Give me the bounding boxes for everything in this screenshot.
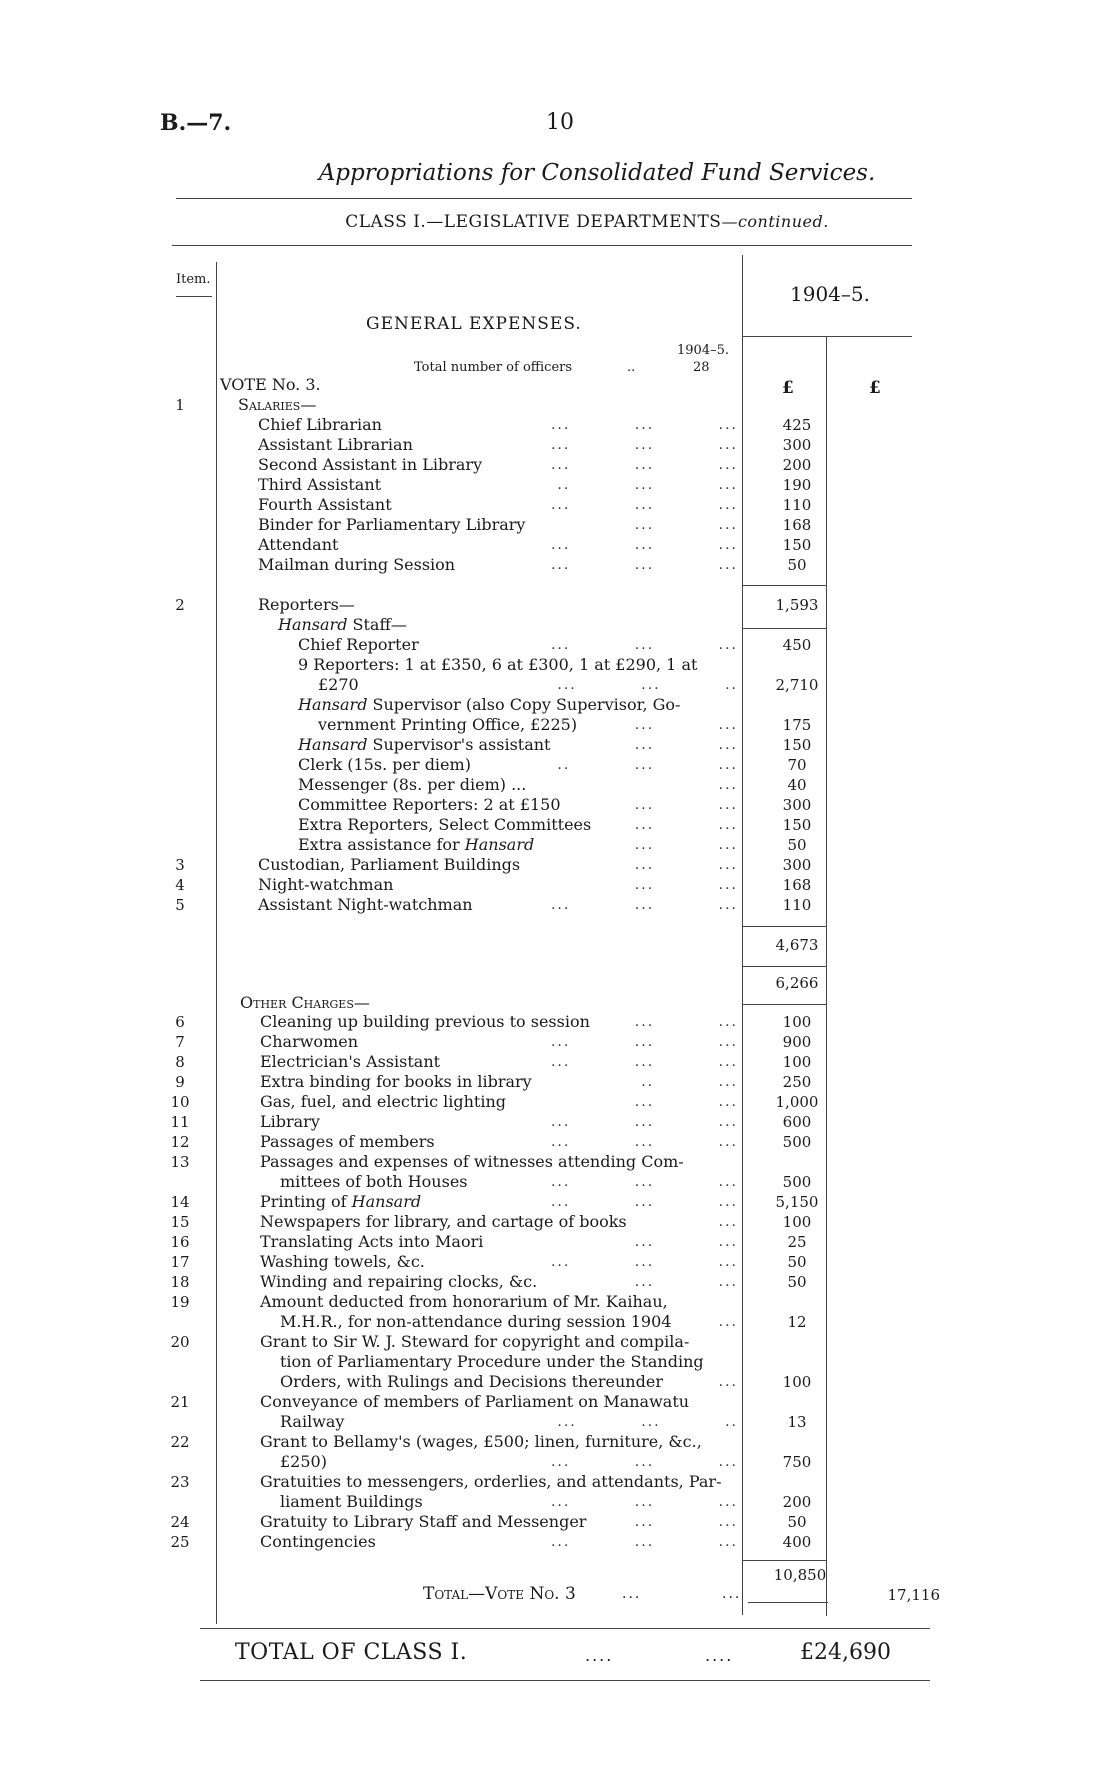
amount-column-1: 250 xyxy=(782,1073,812,1091)
item-description: Railway xyxy=(280,1412,345,1431)
amount-column-1: 50 xyxy=(787,1253,807,1271)
item-number: 15 xyxy=(170,1213,190,1231)
amount-column-1: 50 xyxy=(787,1273,807,1291)
table-row xyxy=(0,1492,1114,1512)
item-description: Amount deducted from honorarium of Mr. Kaihau, xyxy=(260,1292,668,1311)
item-description: Clerk (15s. per diem) xyxy=(298,755,471,774)
leader-dots: ... ... ... xyxy=(550,497,738,513)
leader-dots: ... ... .. xyxy=(557,1414,738,1430)
item-description: Fourth Assistant xyxy=(258,495,392,514)
leader-dots: ... ... xyxy=(634,817,738,833)
item-description: Salaries— xyxy=(238,395,317,414)
item-number: 23 xyxy=(170,1473,190,1491)
amount-column-1: 100 xyxy=(782,1053,812,1071)
item-description: Reporters— xyxy=(258,595,355,614)
item-number: 24 xyxy=(170,1513,190,1531)
amount-column-1: 50 xyxy=(787,836,807,854)
officers-label: Total number of officers xyxy=(414,360,573,375)
leader-dots: ... ... xyxy=(634,1094,738,1110)
item-column-header: Item. xyxy=(176,272,211,287)
leader-dots: ... ... xyxy=(634,717,738,733)
table-row xyxy=(0,1152,1114,1172)
table-row xyxy=(0,455,1114,475)
total-class-dots-2: .... xyxy=(705,1646,734,1665)
leader-dots: ... ... ... xyxy=(550,1134,738,1150)
amount-column-1: 100 xyxy=(782,1013,812,1031)
item-number: 19 xyxy=(170,1293,190,1311)
amount-column-1: 450 xyxy=(782,636,812,654)
item-description: Translating Acts into Maori xyxy=(260,1232,484,1251)
table-row xyxy=(0,835,1114,855)
item-description: mittees of both Houses xyxy=(280,1172,468,1191)
item-description: Second Assistant in Library xyxy=(258,455,483,474)
item-description: Gas, fuel, and electric lighting xyxy=(260,1092,506,1111)
table-row xyxy=(0,395,1114,415)
item-number: 3 xyxy=(175,856,185,874)
item-description: Conveyance of members of Parliament on Manawatu xyxy=(260,1392,690,1411)
table-row xyxy=(0,735,1114,755)
table-row xyxy=(0,855,1114,875)
item-number: 12 xyxy=(170,1133,190,1151)
table-row xyxy=(0,1472,1114,1492)
table-row xyxy=(0,815,1114,835)
item-description: Hansard Staff— xyxy=(278,615,407,634)
leader-dots: ... ... xyxy=(634,737,738,753)
leader-dots: ... ... xyxy=(634,837,738,853)
leader-dots: ... xyxy=(718,777,738,793)
total-class-amount: £24,690 xyxy=(800,1640,891,1665)
item-description: Night-watchman xyxy=(258,875,394,894)
item-number: 2 xyxy=(175,596,185,614)
table-row xyxy=(0,895,1114,915)
item-description: 9 Reporters: 1 at £350, 6 at £300, 1 at £290, 1 at xyxy=(298,655,698,674)
table-row xyxy=(0,1352,1114,1372)
table-row xyxy=(0,1412,1114,1432)
total-vote-amount-b: 17,116 xyxy=(887,1586,940,1604)
leader-dots: ... xyxy=(718,1374,738,1390)
amount-column-1: 168 xyxy=(782,876,812,894)
amount-column-1: 400 xyxy=(782,1533,812,1551)
leader-dots: ... ... ... xyxy=(550,437,738,453)
table-row xyxy=(0,1452,1114,1472)
item-number: 25 xyxy=(170,1533,190,1551)
amount-column-1: 425 xyxy=(782,416,812,434)
leader-dots: ... ... ... xyxy=(550,557,738,573)
table-row xyxy=(0,1092,1114,1112)
item-description: VOTE No. 3. xyxy=(220,375,321,394)
leader-dots: ... ... ... xyxy=(550,1054,738,1070)
item-description: Printing of Hansard xyxy=(260,1192,422,1211)
item-description: liament Buildings xyxy=(280,1492,423,1511)
item-description: Custodian, Parliament Buildings xyxy=(258,855,521,874)
table-row xyxy=(0,755,1114,775)
total-class-label: TOTAL OF CLASS I. xyxy=(235,1640,468,1665)
item-description: Library xyxy=(260,1112,320,1131)
item-description: Chief Librarian xyxy=(258,415,382,434)
leader-dots: ... ... ... xyxy=(550,1034,738,1050)
table-row xyxy=(0,1232,1114,1252)
amount-column-1: 40 xyxy=(787,776,807,794)
total-vote-label: Total—Vote No. 3 xyxy=(423,1584,576,1604)
item-description: Gratuities to messengers, orderlies, and attendants, Par- xyxy=(260,1472,722,1491)
amount-column-1: 200 xyxy=(782,1493,812,1511)
item-number: 4 xyxy=(175,876,185,894)
page-number: 10 xyxy=(546,110,574,135)
item-number: 21 xyxy=(170,1393,190,1411)
leader-dots: ... ... ... xyxy=(550,1254,738,1270)
table-row xyxy=(0,535,1114,555)
class-heading-suffix: —continued. xyxy=(721,212,829,231)
item-description: Charwomen xyxy=(260,1032,359,1051)
table-row xyxy=(0,1512,1114,1532)
item-description: £250) xyxy=(280,1452,327,1471)
leader-dots: ... ... ... xyxy=(550,1194,738,1210)
table-row xyxy=(0,435,1114,455)
amount-column-1: 190 xyxy=(782,476,812,494)
amount-column-1: 150 xyxy=(782,736,812,754)
item-description: Newspapers for library, and cartage of books xyxy=(260,1212,627,1231)
leader-dots: ... ... xyxy=(634,1014,738,1030)
table-row xyxy=(0,875,1114,895)
amount-column-1: 150 xyxy=(782,536,812,554)
amount-column-1: 110 xyxy=(782,496,812,514)
table-row xyxy=(0,495,1114,515)
item-description: Binder for Parliamentary Library xyxy=(258,515,526,534)
table-row xyxy=(0,715,1114,735)
item-number: 10 xyxy=(170,1093,190,1111)
table-row xyxy=(0,655,1114,675)
leader-dots: ... ... xyxy=(634,1234,738,1250)
amount-column-1: 13 xyxy=(787,1413,807,1431)
table-row xyxy=(0,415,1114,435)
amount-column-1: 5,150 xyxy=(775,1193,819,1211)
table-row xyxy=(0,1392,1114,1412)
amount-column-1: 300 xyxy=(782,796,812,814)
amount-column-1: 1,593 xyxy=(775,596,819,614)
item-number: 8 xyxy=(175,1053,185,1071)
amount-column-1: 2,710 xyxy=(775,676,819,694)
pound-symbol-a: £ xyxy=(782,378,794,398)
table-row xyxy=(0,375,1114,395)
officers-year: 1904–5. xyxy=(677,343,729,358)
amount-column-1: 750 xyxy=(782,1453,812,1471)
table-row xyxy=(0,1032,1114,1052)
class-heading-text: CLASS I.—LEGISLATIVE DEPARTMENTS xyxy=(345,212,722,232)
leader-dots: ... ... ... xyxy=(550,1114,738,1130)
item-description: Extra binding for books in library xyxy=(260,1072,532,1091)
table-row xyxy=(0,1272,1114,1292)
table-row xyxy=(0,1112,1114,1132)
table-row xyxy=(0,1052,1114,1072)
item-number: 20 xyxy=(170,1333,190,1351)
amount-column-1: 500 xyxy=(782,1133,812,1151)
item-description: Mailman during Session xyxy=(258,555,456,574)
leader-dots: ... ... ... xyxy=(550,1494,738,1510)
year-column-header: 1904–5. xyxy=(790,282,870,306)
table-row xyxy=(0,675,1114,695)
leader-dots: ... ... ... xyxy=(550,637,738,653)
amount-column-1: 168 xyxy=(782,516,812,534)
table-row xyxy=(0,935,1114,955)
leader-dots: ... ... xyxy=(634,857,738,873)
table-row xyxy=(0,1192,1114,1212)
table-row xyxy=(0,1292,1114,1312)
item-description: Gratuity to Library Staff and Messenger xyxy=(260,1512,587,1531)
page-title: Appropriations for Consolidated Fund Services. xyxy=(318,160,876,186)
item-description: Assistant Night-watchman xyxy=(258,895,473,914)
leader-dots: .. ... ... xyxy=(557,477,738,493)
leader-dots: ... ... ... xyxy=(550,1174,738,1190)
amount-column-1: 4,673 xyxy=(775,936,819,954)
item-description: Extra assistance for Hansard xyxy=(298,835,535,854)
amount-column-1: 25 xyxy=(787,1233,807,1251)
item-number: 1 xyxy=(175,396,185,414)
item-number: 14 xyxy=(170,1193,190,1211)
item-description: M.H.R., for non-attendance during session 1904 xyxy=(280,1312,672,1331)
leader-dots: ... ... xyxy=(634,1274,738,1290)
item-description: £270 xyxy=(318,675,359,694)
leader-dots: ... ... xyxy=(634,1514,738,1530)
item-number: 13 xyxy=(170,1153,190,1171)
item-number: 11 xyxy=(170,1113,190,1131)
table-row xyxy=(0,775,1114,795)
item-description: Passages and expenses of witnesses attending Com- xyxy=(260,1152,684,1171)
amount-column-1: 500 xyxy=(782,1173,812,1191)
table-row xyxy=(0,973,1114,993)
item-description: Assistant Librarian xyxy=(258,435,413,454)
amount-column-1: 50 xyxy=(787,1513,807,1531)
leader-dots: ... ... xyxy=(634,877,738,893)
leader-dots: .. ... ... xyxy=(557,757,738,773)
item-description: Cleaning up building previous to session xyxy=(260,1012,590,1031)
item-number: 6 xyxy=(175,1013,185,1031)
item-description: Attendant xyxy=(258,535,339,554)
officers-count: 28 xyxy=(693,360,710,375)
amount-column-1: 300 xyxy=(782,436,812,454)
total-vote-dots-1: ... xyxy=(622,1586,642,1602)
pound-symbol-b: £ xyxy=(869,378,881,398)
amount-column-1: 150 xyxy=(782,816,812,834)
leader-dots: ... ... ... xyxy=(550,897,738,913)
leader-dots: ... ... ... xyxy=(550,1454,738,1470)
item-description: Third Assistant xyxy=(258,475,382,494)
table-row xyxy=(0,1072,1114,1092)
item-number: 5 xyxy=(175,896,185,914)
item-number: 22 xyxy=(170,1433,190,1451)
table-row xyxy=(0,795,1114,815)
leader-dots: ... xyxy=(718,1214,738,1230)
table-row xyxy=(0,615,1114,635)
leader-dots: ... ... ... xyxy=(550,537,738,553)
table-row xyxy=(0,993,1114,1013)
table-row xyxy=(0,515,1114,535)
amount-column-1: 6,266 xyxy=(775,974,819,992)
table-row xyxy=(0,695,1114,715)
table-row xyxy=(0,1012,1114,1032)
item-description: vernment Printing Office, £225) xyxy=(318,715,578,734)
table-row xyxy=(0,1432,1114,1452)
amount-column-1: 100 xyxy=(782,1373,812,1391)
item-description: Extra Reporters, Select Committees xyxy=(298,815,592,834)
item-description: Messenger (8s. per diem) ... xyxy=(298,775,527,794)
total-class-dots-1: .... xyxy=(585,1646,614,1665)
amount-column-1: 70 xyxy=(787,756,807,774)
leader-dots: ... ... ... xyxy=(550,457,738,473)
item-description: Contingencies xyxy=(260,1532,376,1551)
table-row xyxy=(0,1372,1114,1392)
item-description: Passages of members xyxy=(260,1132,435,1151)
leader-dots: ... ... xyxy=(634,517,738,533)
item-description: Committee Reporters: 2 at £150 xyxy=(298,795,561,814)
document-id: B.—7. xyxy=(160,110,232,136)
table-row xyxy=(0,1332,1114,1352)
table-row xyxy=(0,1172,1114,1192)
table-row xyxy=(0,475,1114,495)
total-vote-amount-a: 10,850 xyxy=(773,1566,827,1584)
table-row xyxy=(0,555,1114,575)
leader-dots: ... ... xyxy=(634,797,738,813)
table-row xyxy=(0,1212,1114,1232)
table-row xyxy=(0,1252,1114,1272)
section-title: GENERAL EXPENSES. xyxy=(366,314,582,334)
total-vote-dots-2: ... xyxy=(722,1586,742,1602)
item-description: Orders, with Rulings and Decisions thereunder xyxy=(280,1372,663,1391)
table-row xyxy=(0,1132,1114,1152)
officers-dots: .. xyxy=(627,360,636,375)
amount-column-1: 50 xyxy=(787,556,807,574)
leader-dots: ... ... ... xyxy=(550,1534,738,1550)
item-number: 18 xyxy=(170,1273,190,1291)
table-row xyxy=(0,1312,1114,1332)
table-row xyxy=(0,1532,1114,1552)
amount-column-1: 300 xyxy=(782,856,812,874)
amount-column-1: 200 xyxy=(782,456,812,474)
leader-dots: ... ... .. xyxy=(557,677,738,693)
table-row xyxy=(0,595,1114,615)
item-description: Chief Reporter xyxy=(298,635,419,654)
item-number: 7 xyxy=(175,1033,185,1051)
item-number: 16 xyxy=(170,1233,190,1251)
item-number: 17 xyxy=(170,1253,190,1271)
item-description: Grant to Bellamy's (wages, £500; linen, furniture, &c., xyxy=(260,1432,702,1451)
item-description: Electrician's Assistant xyxy=(260,1052,441,1071)
amount-column-1: 1,000 xyxy=(775,1093,819,1111)
amount-column-1: 175 xyxy=(782,716,812,734)
item-description: Hansard Supervisor (also Copy Supervisor, Go- xyxy=(298,695,681,714)
table-row xyxy=(0,635,1114,655)
item-description: tion of Parliamentary Procedure under the Standing xyxy=(280,1352,704,1371)
amount-column-1: 600 xyxy=(782,1113,812,1131)
amount-column-1: 12 xyxy=(787,1313,807,1331)
item-description: Grant to Sir W. J. Steward for copyright and compila- xyxy=(260,1332,690,1351)
item-number: 9 xyxy=(175,1073,185,1091)
amount-column-1: 100 xyxy=(782,1213,812,1231)
leader-dots: ... xyxy=(718,1314,738,1330)
leader-dots: ... ... ... xyxy=(550,417,738,433)
amount-column-1: 900 xyxy=(782,1033,812,1051)
amount-column-1: 110 xyxy=(782,896,812,914)
item-description: Hansard Supervisor's assistant xyxy=(298,735,551,754)
leader-dots: .. ... xyxy=(641,1074,738,1090)
item-description: Washing towels, &c. xyxy=(260,1252,425,1271)
item-description: Winding and repairing clocks, &c. xyxy=(260,1272,538,1291)
item-description: Other Charges— xyxy=(240,993,370,1012)
